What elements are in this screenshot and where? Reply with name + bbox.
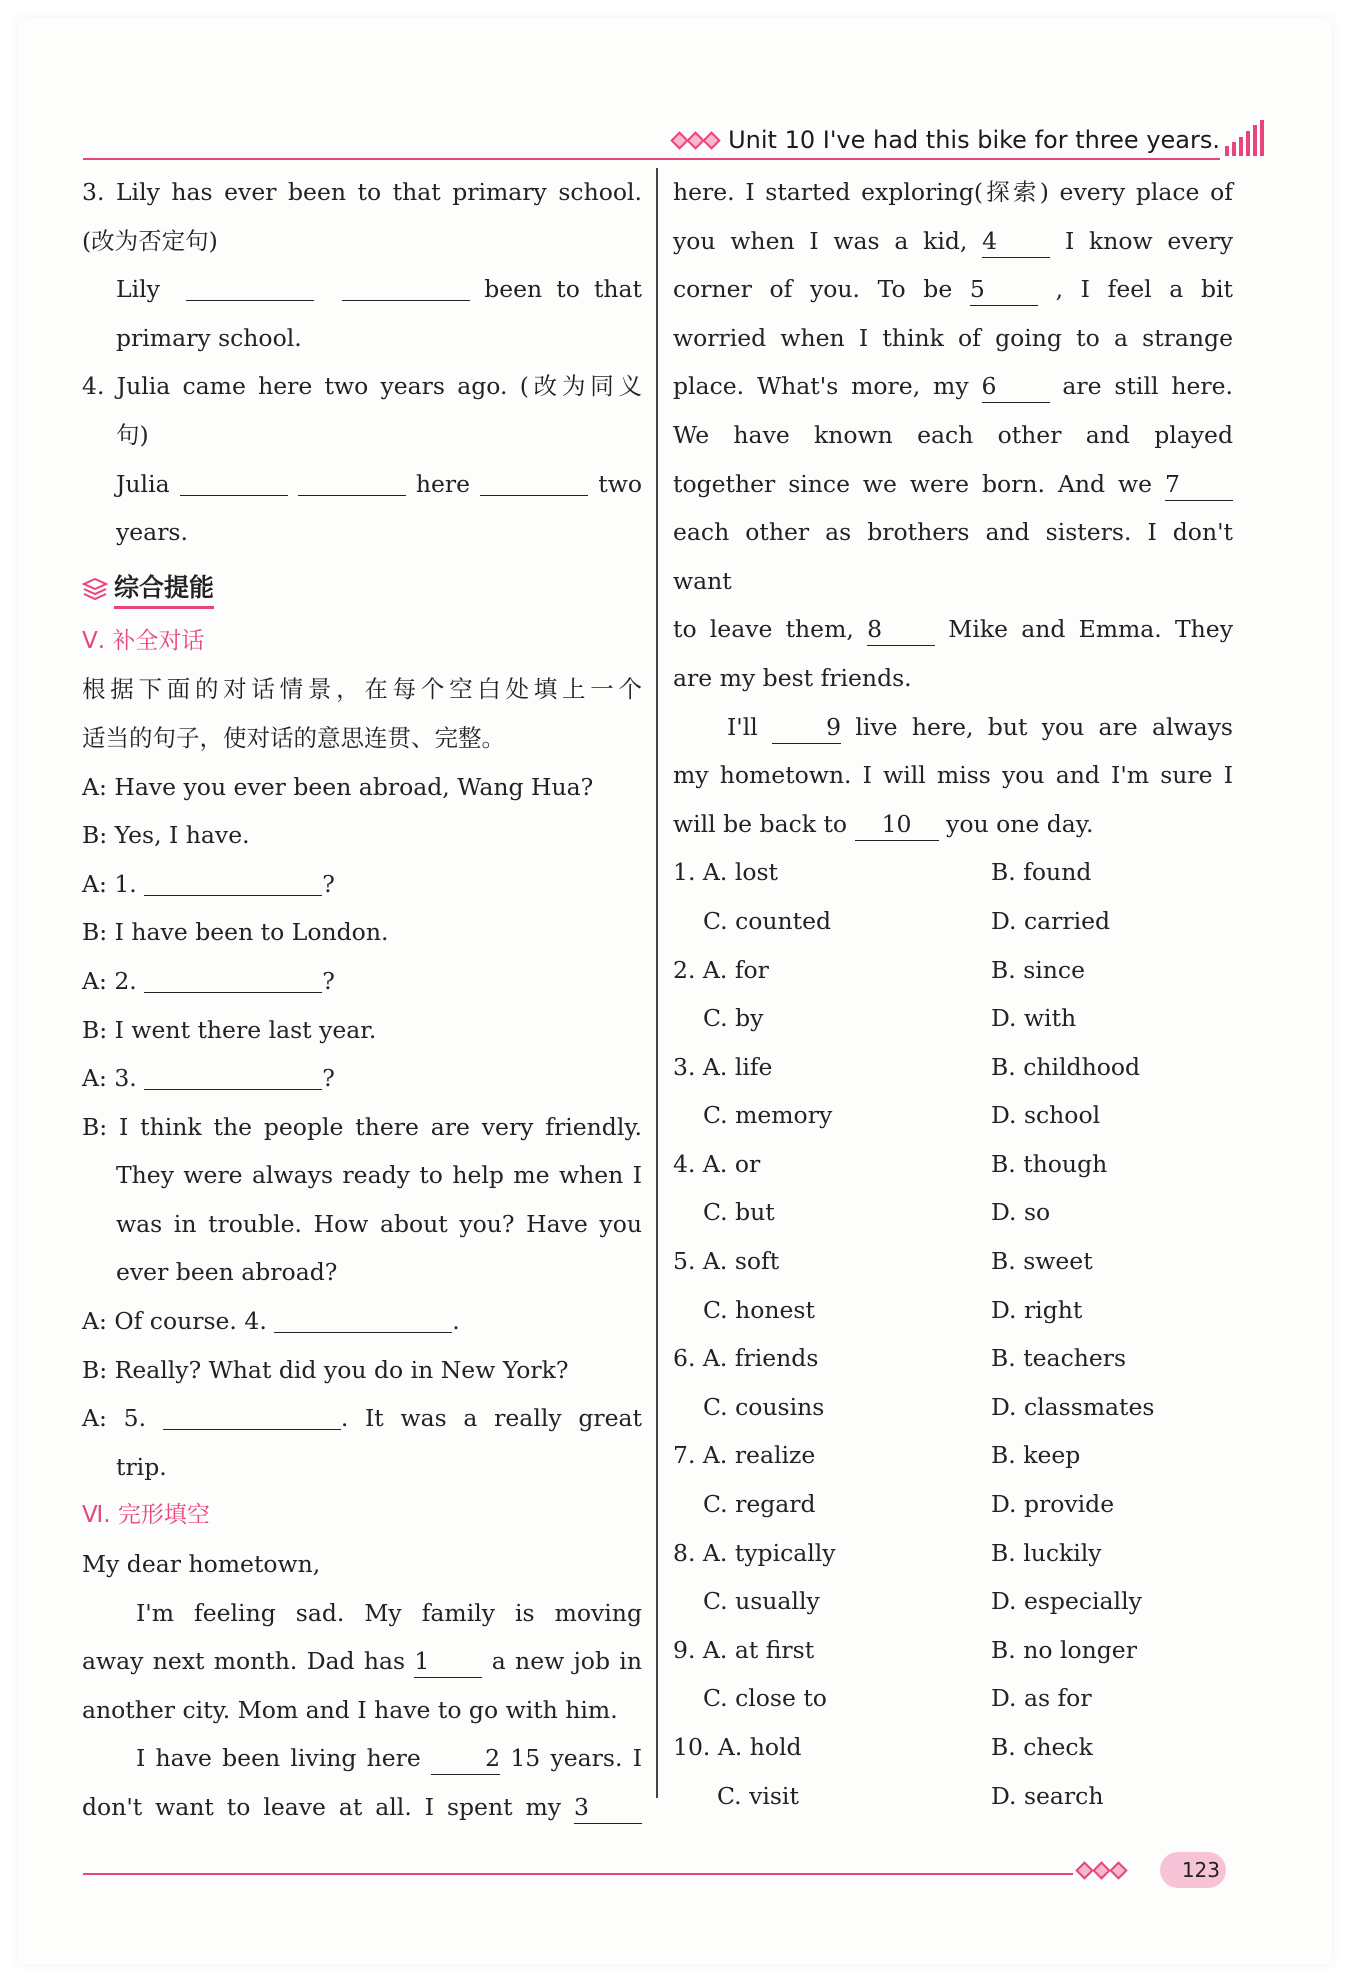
passage-line: my hometown. I will miss you and I'm sure I bbox=[673, 761, 1233, 790]
answer-blank[interactable] bbox=[298, 467, 406, 496]
dialogue-line: A: Have you ever been abroad, Wang Hua? bbox=[82, 772, 594, 801]
passage-line: place. What's more, my 6 are still here. bbox=[673, 362, 1233, 411]
choice-row bbox=[673, 1772, 1233, 1821]
dialogue-blank-2[interactable] bbox=[144, 964, 322, 993]
choice-option-d[interactable]: D. search bbox=[991, 1781, 1104, 1810]
q3-answer-line: Lily been to that bbox=[82, 265, 642, 314]
part6-title: Ⅵ. 完形填空 bbox=[82, 1502, 210, 1529]
dialogue-blank-5[interactable] bbox=[163, 1401, 341, 1430]
choice-option-c[interactable]: C. but bbox=[703, 1198, 775, 1227]
choice-row bbox=[673, 1674, 1233, 1723]
choice-number: 7. bbox=[673, 1441, 703, 1470]
cloze-blank-7[interactable]: 7 bbox=[1165, 468, 1233, 501]
stacked-books-icon bbox=[82, 576, 108, 602]
unit-title: Unit 10 I've had this bike for three years. bbox=[728, 126, 1220, 154]
passage-line: worried when I think of going to a strange bbox=[673, 323, 1233, 352]
passage-line: I'll 9 live here, but you are always bbox=[673, 703, 1233, 752]
choice-row bbox=[673, 1091, 1233, 1140]
choice-row bbox=[673, 946, 1233, 995]
choice-option-a[interactable]: A. hold bbox=[717, 1733, 802, 1761]
dialogue-line: A: 5. . It was a really great bbox=[82, 1394, 642, 1443]
choice-option-b[interactable]: B. teachers bbox=[991, 1344, 1127, 1373]
choice-row bbox=[673, 1577, 1233, 1626]
choice-number: 4. bbox=[673, 1149, 703, 1178]
choice-row bbox=[673, 1383, 1233, 1432]
choice-option-c[interactable]: C. usually bbox=[703, 1587, 820, 1616]
choice-row bbox=[673, 1286, 1233, 1335]
cloze-blank-9[interactable]: 9 bbox=[772, 711, 841, 744]
passage-line: each other as brothers and sisters. I don't want bbox=[673, 518, 1233, 595]
choice-row bbox=[673, 1480, 1233, 1529]
passage-line: We have known each other and played bbox=[673, 420, 1233, 449]
choice-option-a[interactable]: A. lost bbox=[702, 858, 778, 887]
answer-blank[interactable] bbox=[342, 272, 470, 301]
choice-number: 3. bbox=[673, 1052, 703, 1081]
passage-line: another city. Mom and I have to go with him. bbox=[82, 1695, 618, 1724]
passage-line: don't want to leave at all. I spent my 3 bbox=[82, 1783, 642, 1832]
dialogue-line: They were always ready to help me when I bbox=[116, 1161, 642, 1190]
dialogue-line: trip. bbox=[116, 1452, 167, 1481]
choice-option-b[interactable]: B. though bbox=[991, 1149, 1108, 1178]
choice-option-d[interactable]: D. carried bbox=[991, 906, 1111, 935]
column-divider bbox=[656, 168, 658, 1798]
choice-row bbox=[673, 994, 1233, 1043]
cloze-blank-3[interactable]: 3 bbox=[574, 1791, 642, 1824]
choice-option-d[interactable]: D. school bbox=[991, 1101, 1101, 1130]
dialogue-blank-3[interactable] bbox=[144, 1061, 322, 1090]
choice-row bbox=[673, 897, 1233, 946]
choice-option-a[interactable]: A. typically bbox=[702, 1538, 836, 1567]
choice-option-a[interactable]: A. friends bbox=[702, 1344, 819, 1373]
q4-line: 4. Julia came here two years ago. (改为同义 bbox=[82, 372, 642, 401]
q4-continuation: years. bbox=[116, 518, 188, 547]
diamond-ornament-icon bbox=[1078, 1864, 1125, 1877]
dialogue-line: B: I think the people there are very friendly. bbox=[82, 1112, 642, 1141]
q4-answer-line: Julia here two bbox=[82, 460, 642, 509]
part5-title: Ⅴ. 补全对话 bbox=[82, 627, 205, 654]
dialogue-line: B: Really? What did you do in New York? bbox=[82, 1355, 569, 1384]
bar-graph-icon bbox=[1223, 120, 1265, 158]
cloze-blank-8[interactable]: 8 bbox=[867, 613, 935, 646]
answer-blank[interactable] bbox=[186, 272, 314, 301]
passage-line: are my best friends. bbox=[673, 663, 912, 692]
dialogue-line: B: I have been to London. bbox=[82, 918, 389, 947]
dialogue-line: A: Of course. 4. . bbox=[82, 1297, 642, 1346]
passage-line: away next month. Dad has 1 a new job in bbox=[82, 1637, 642, 1686]
passage-line: corner of you. To be 5 , I feel a bit bbox=[673, 265, 1233, 314]
choice-option-b[interactable]: B. keep bbox=[991, 1441, 1081, 1470]
choice-row bbox=[673, 1237, 1233, 1286]
passage-line: here. I started exploring(探索) every place of bbox=[673, 178, 1233, 206]
choice-number: 9. bbox=[673, 1635, 703, 1664]
dialogue-line: A: 2. ? bbox=[82, 957, 642, 1006]
cloze-blank-6[interactable]: 6 bbox=[982, 370, 1050, 403]
choice-option-a[interactable]: A. realize bbox=[702, 1441, 816, 1470]
choice-row bbox=[673, 1431, 1233, 1480]
dialogue-blank-4[interactable] bbox=[274, 1304, 452, 1333]
section-heading: 综合提能 bbox=[82, 561, 642, 617]
choice-number: 2. bbox=[673, 955, 703, 984]
choice-option-b[interactable]: B. since bbox=[991, 955, 1085, 984]
choice-row bbox=[673, 1626, 1233, 1675]
choice-option-c[interactable]: C. counted bbox=[703, 906, 832, 935]
passage-line: you when I was a kid, 4 I know every bbox=[673, 217, 1233, 266]
choice-number: 8. bbox=[673, 1538, 703, 1567]
passage-line: will be back to 10 you one day. bbox=[673, 800, 1233, 849]
choice-option-c[interactable]: C. by bbox=[703, 1004, 764, 1033]
choice-option-a[interactable]: A. life bbox=[702, 1052, 773, 1081]
cloze-blank-10[interactable]: 10 bbox=[855, 808, 939, 841]
cloze-blank-5[interactable]: 5 bbox=[970, 273, 1038, 306]
choice-option-d[interactable]: D. right bbox=[991, 1295, 1083, 1324]
dialogue-line: B: Yes, I have. bbox=[82, 821, 250, 850]
cloze-blank-2[interactable]: 2 bbox=[431, 1742, 500, 1775]
choice-option-b[interactable]: B. luckily bbox=[991, 1538, 1102, 1567]
choice-option-a[interactable]: A. or bbox=[702, 1149, 761, 1178]
choice-option-d[interactable]: D. classmates bbox=[991, 1392, 1155, 1421]
choice-option-c[interactable]: C. close to bbox=[703, 1684, 827, 1713]
dialogue-line: B: I went there last year. bbox=[82, 1015, 377, 1044]
passage-line: My dear hometown, bbox=[82, 1550, 321, 1579]
q3-continuation: primary school. bbox=[116, 323, 302, 352]
choice-option-c[interactable]: C. cousins bbox=[703, 1392, 825, 1421]
choice-number: 6. bbox=[673, 1344, 703, 1373]
cloze-blank-1[interactable]: 1 bbox=[414, 1645, 482, 1678]
passage-line: together since we were born. And we 7 bbox=[673, 460, 1233, 509]
choice-option-a[interactable]: A. for bbox=[702, 955, 769, 984]
answer-blank[interactable] bbox=[180, 467, 288, 496]
q4-instruction: 句) bbox=[116, 420, 149, 449]
cloze-blank-4[interactable]: 4 bbox=[982, 225, 1050, 258]
choice-option-b[interactable]: B. found bbox=[991, 858, 1092, 887]
choice-row bbox=[673, 1723, 1233, 1772]
choice-option-d[interactable]: D. as for bbox=[991, 1684, 1092, 1713]
right-column bbox=[673, 168, 1233, 1820]
q3-line: 3. Lily has ever been to that primary school. bbox=[82, 178, 642, 206]
dialogue-line: A: 1. ? bbox=[82, 860, 642, 909]
dialogue-line: A: 3. ? bbox=[82, 1054, 642, 1103]
dialogue-blank-1[interactable] bbox=[144, 867, 322, 896]
choice-list bbox=[673, 848, 1233, 1820]
choice-option-a[interactable]: A. soft bbox=[702, 1247, 780, 1276]
part5-instruction: 根据下面的对话情景，在每个空白处填上一个 bbox=[82, 675, 642, 704]
dialogue-line: ever been abroad? bbox=[116, 1258, 338, 1287]
choice-option-d[interactable]: D. so bbox=[991, 1198, 1051, 1227]
diamond-ornament-icon bbox=[673, 134, 718, 147]
page-header bbox=[83, 122, 1220, 160]
passage-line: I have been living here 2 15 years. I bbox=[82, 1734, 642, 1783]
page-number: 123 bbox=[1160, 1852, 1226, 1888]
choice-option-c[interactable]: C. honest bbox=[703, 1295, 815, 1324]
q3-instruction: (改为否定句) bbox=[82, 226, 218, 255]
choice-option-b[interactable]: B. check bbox=[991, 1733, 1093, 1761]
choice-option-b[interactable]: B. childhood bbox=[991, 1052, 1141, 1081]
choice-number: 5. bbox=[673, 1247, 703, 1276]
choice-number: 1. bbox=[673, 858, 703, 887]
choice-row bbox=[673, 1140, 1233, 1189]
footer-line bbox=[83, 1873, 1073, 1875]
part5-instruction: 适当的句子，使对话的意思连贯、完整。 bbox=[82, 723, 505, 752]
choice-option-b[interactable]: B. no longer bbox=[991, 1635, 1137, 1664]
answer-blank[interactable] bbox=[480, 467, 588, 496]
choice-option-d[interactable]: D. with bbox=[991, 1004, 1077, 1033]
choice-row bbox=[673, 848, 1233, 897]
choice-number: 10. bbox=[673, 1733, 718, 1761]
choice-row bbox=[673, 1043, 1233, 1092]
choice-option-d[interactable]: D. especially bbox=[991, 1587, 1142, 1616]
choice-option-c[interactable]: C. visit bbox=[717, 1781, 799, 1810]
choice-row bbox=[673, 1529, 1233, 1578]
choice-row bbox=[673, 1334, 1233, 1383]
passage-line: I'm feeling sad. My family is moving bbox=[136, 1598, 642, 1627]
choice-option-c[interactable]: C. regard bbox=[703, 1490, 816, 1519]
passage-line: to leave them, 8 Mike and Emma. They bbox=[673, 605, 1233, 654]
dialogue-line: was in trouble. How about you? Have you bbox=[116, 1209, 642, 1238]
choice-option-a[interactable]: A. at first bbox=[702, 1635, 815, 1664]
choice-option-b[interactable]: B. sweet bbox=[991, 1247, 1093, 1276]
choice-row bbox=[673, 1188, 1233, 1237]
choice-option-d[interactable]: D. provide bbox=[991, 1490, 1115, 1519]
left-column bbox=[82, 168, 642, 1832]
choice-option-c[interactable]: C. memory bbox=[703, 1101, 833, 1130]
